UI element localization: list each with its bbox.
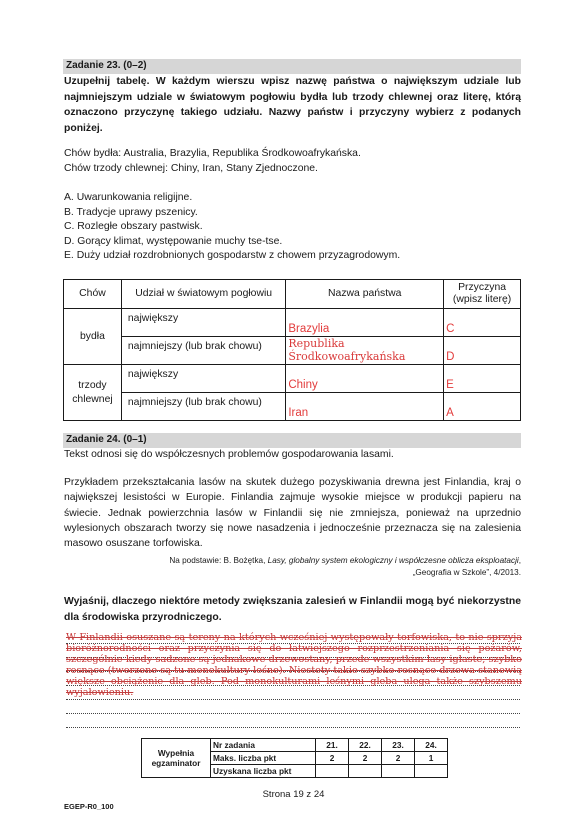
max-points: 2	[316, 752, 349, 765]
pig-countries: Chów trzody chlewnej: Chiny, Iran, Stany Zjednoczone.	[64, 163, 318, 174]
task-24-title: Zadanie 24. (0–1)	[66, 434, 147, 445]
max-points: 2	[349, 752, 382, 765]
col-header-share: Udział w światowym pogłowiu	[121, 280, 285, 309]
letter-answer[interactable]: D	[444, 337, 521, 365]
reason-c: C. Rozległe obszary pastwisk.	[64, 221, 203, 232]
row-max-label: Maks. liczba pkt	[211, 752, 316, 765]
table-row	[64, 337, 521, 365]
examiner-label: Wypełnia egzaminator	[142, 739, 211, 778]
group-cattle-label: bydła	[64, 309, 122, 365]
country-answer[interactable]: Chiny	[286, 365, 444, 393]
reason-e: E. Duży udział rozdrobnionych gospodarstw z chowem przyzagrodowym.	[64, 250, 401, 261]
letter-answer[interactable]: E	[444, 365, 521, 393]
country-answer[interactable]: Brazylia	[286, 309, 444, 337]
answer-table	[63, 279, 521, 421]
task-24-intro: Tekst odnosi się do współczesnych problemów gospodarowania lasami.	[64, 449, 394, 460]
table-row	[64, 393, 521, 421]
country-answer[interactable]: Republika Środkowoafrykańska	[286, 337, 444, 365]
task-24-paragraph: Przykładem przekształcania lasów na skutek dużego pozyskiwania drewna jest Finlandia, kraj o największej lesistości w Europie. Finlandia zajmuje wysokie miejsce w produkcji papieru na świecie. Jednak powierzchnia lasów w Finlandii się nie zmniejsza, ponieważ na uprzednio wylesionych obszarach tworzy się nowe nasadzenia i jednocześnie przeznacza się na zalesienia masowo osuszane torfowiska.	[64, 477, 521, 550]
scoring-table	[141, 738, 448, 778]
row-task-label: Nr zadania	[211, 739, 316, 752]
share-cell: największy	[121, 309, 285, 337]
score-input[interactable]	[382, 765, 415, 778]
task-23-instruction: Uzupełnij tabelę. W każdym wierszu wpisz nazwę państwa o największym udziale lub najmniejszym udziale w światowym pogłowiu bydła lub trzody chlewnej oraz literę, którą oznaczono przyczynę takiego udziału. Nazwy państw i przyczyny wybierz z podanych poniżej.	[64, 76, 521, 134]
reason-list	[64, 191, 400, 264]
task-23-header	[63, 59, 521, 74]
handwritten-answer[interactable]: W Finlandii osuszane są tereny na których wcześniej występowały torfowiska, to nie sprzyja bioróżnorodności oraz przyczynia się do łatwiejszego rozprzestrzeniania się pożarów, szczególnie kiedy sadzone są jednakowe drzewostany, przede wszystkim lasy iglaste, szybko rosnące (tworzone są tu monokultury leśne). Niestety takie szybko rosnące drzewa stanowią większe obciążenie dla gleb. Pod monokulturami leśnymi gleba ulega także szybszemu wyjałowieniu.	[66, 632, 522, 698]
task-number: 24.	[415, 739, 448, 752]
group-pigs-label: trzody chlewnej	[64, 365, 122, 421]
table-row	[64, 365, 521, 393]
task-24-question: Wyjaśnij, dlaczego niektóre metody zwiększania zalesień w Finlandii mogą być niekorzystne dla środowiska przyrodniczego.	[64, 596, 521, 623]
score-input[interactable]	[349, 765, 382, 778]
table-row	[64, 309, 521, 337]
share-cell: najmniejszy (lub brak chowu)	[121, 337, 285, 365]
score-input[interactable]	[415, 765, 448, 778]
task-23-title: Zadanie 23. (0–2)	[66, 60, 147, 71]
share-cell: najmniejszy (lub brak chowu)	[121, 393, 285, 421]
score-input[interactable]	[316, 765, 349, 778]
reason-a: A. Uwarunkowania religijne.	[64, 192, 193, 203]
task-number: 21.	[316, 739, 349, 752]
table-header-row	[64, 280, 521, 309]
cattle-countries: Chów bydła: Australia, Brazylia, Republika Środkowoafrykańska.	[64, 148, 361, 159]
letter-answer[interactable]: A	[444, 393, 521, 421]
share-cell: największy	[121, 365, 285, 393]
reason-b: B. Tradycje uprawy pszenicy.	[64, 206, 198, 218]
col-header-breeding: Chów	[64, 280, 122, 309]
country-answer[interactable]: Iran	[286, 393, 444, 421]
reason-d: D. Gorący klimat, występowanie muchy tse-tse.	[64, 235, 283, 247]
task-24-header	[63, 433, 521, 448]
source-citation: Na podstawie: B. Bożętka, Lasy, globalny system ekologiczny i współczesne oblicza eksploatacji, „Geografia w Szkole”, 4/2013.	[169, 556, 521, 577]
page-number: Strona 19 z 24	[262, 789, 325, 800]
col-header-country: Nazwa państwa	[286, 280, 444, 309]
max-points: 2	[382, 752, 415, 765]
col-header-reason: Przyczyna (wpisz literę)	[444, 280, 521, 309]
task-number: 22.	[349, 739, 382, 752]
row-got-label: Uzyskana liczba pkt	[211, 765, 316, 778]
task-number: 23.	[382, 739, 415, 752]
exam-code: EGEP-R0_100	[64, 802, 114, 811]
max-points: 1	[415, 752, 448, 765]
letter-answer[interactable]: C	[444, 309, 521, 337]
